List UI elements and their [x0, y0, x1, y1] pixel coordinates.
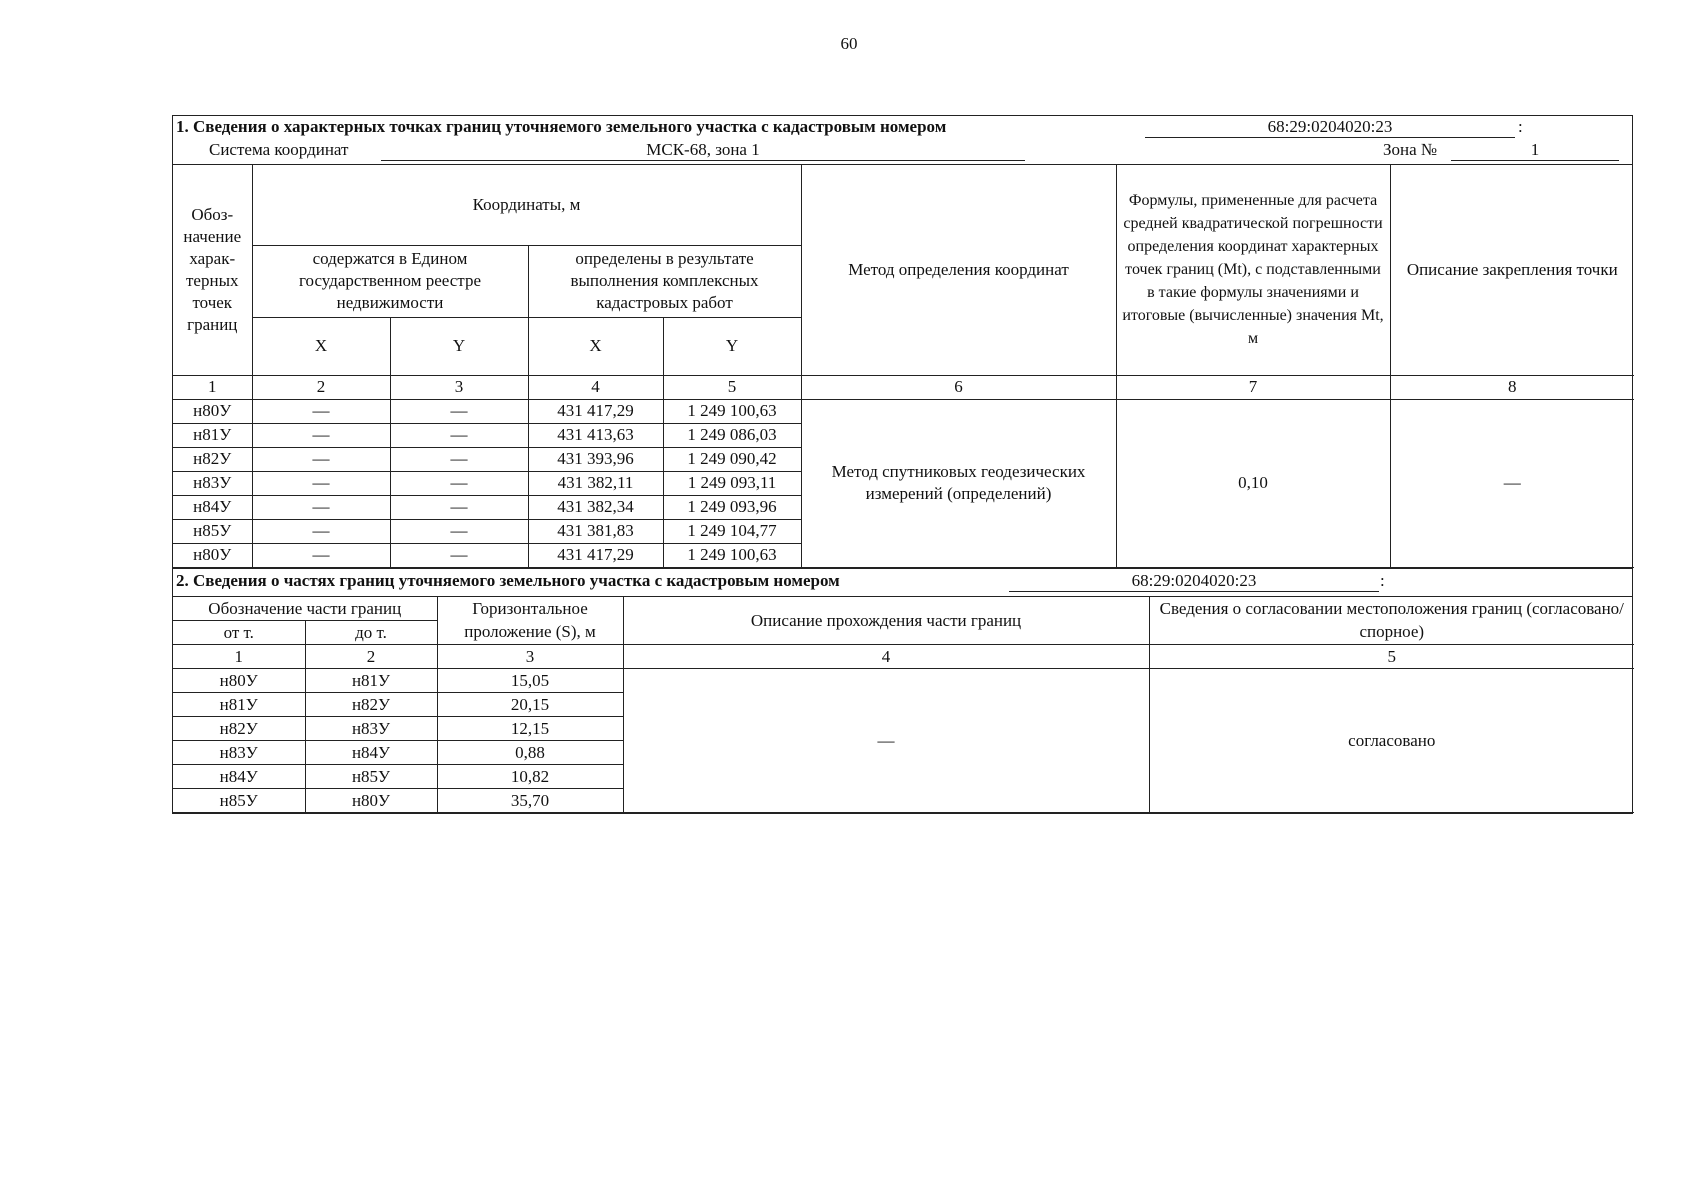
- column-number: 5: [663, 375, 801, 399]
- section1-cadastral-number: 68:29:0204020:23: [1145, 117, 1515, 138]
- registry-y: —: [390, 423, 528, 447]
- section2-title: 2. Сведения о частях границ уточняемого земельного участка с кадастровым номером: [176, 570, 840, 590]
- registry-y: —: [390, 519, 528, 543]
- column-number: 2: [252, 375, 390, 399]
- header-part-designation: Обозначение части границ: [173, 597, 437, 621]
- section1-colon: :: [1518, 117, 1523, 136]
- method-value: Метод спутниковых геодезических измерений (определений): [801, 399, 1116, 567]
- coord-x: 431 417,29: [528, 399, 663, 423]
- coord-y: 1 249 093,96: [663, 495, 801, 519]
- column-number: 4: [528, 375, 663, 399]
- header-to: до т.: [305, 620, 437, 644]
- registry-x: —: [252, 495, 390, 519]
- horizontal-distance: 10,82: [437, 764, 623, 788]
- header-description: Описание прохождения части границ: [623, 597, 1149, 645]
- coord-y: 1 249 100,63: [663, 399, 801, 423]
- horizontal-distance: 35,70: [437, 788, 623, 812]
- points-table: [173, 165, 1634, 568]
- column-numbers-row: [173, 644, 1634, 668]
- registry-y: —: [390, 543, 528, 567]
- section1-header: [173, 116, 1632, 165]
- horizontal-distance: 15,05: [437, 668, 623, 692]
- coord-y: 1 249 104,77: [663, 519, 801, 543]
- registry-y: —: [390, 471, 528, 495]
- coord-y: 1 249 090,42: [663, 447, 801, 471]
- column-number: 3: [437, 644, 623, 668]
- registry-x: —: [252, 519, 390, 543]
- header-designation: Обоз-начение харак-терных точек границ: [173, 165, 252, 375]
- header-fixing: Описание закрепления точки: [1390, 165, 1634, 375]
- point-designation: н82У: [173, 447, 252, 471]
- part-from: н84У: [173, 764, 305, 788]
- part-from: н82У: [173, 716, 305, 740]
- header-coordinates: Координаты, м: [252, 165, 801, 245]
- header-determined: определены в результате выполнения комплексных кадастровых работ: [528, 245, 801, 317]
- part-from: н81У: [173, 692, 305, 716]
- coord-x: 431 393,96: [528, 447, 663, 471]
- coord-system-label: Система координат: [209, 140, 349, 159]
- point-designation: н84У: [173, 495, 252, 519]
- part-to: н85У: [305, 764, 437, 788]
- column-number: 6: [801, 375, 1116, 399]
- point-designation: н83У: [173, 471, 252, 495]
- zone-label: Зона №: [1383, 140, 1438, 159]
- header-from: от т.: [173, 620, 305, 644]
- part-to: н82У: [305, 692, 437, 716]
- coord-system-value: МСК-68, зона 1: [381, 140, 1025, 161]
- coord-x: 431 413,63: [528, 423, 663, 447]
- column-number: 5: [1149, 644, 1634, 668]
- description-value: —: [623, 668, 1149, 812]
- registry-y: —: [390, 447, 528, 471]
- table-row: [173, 399, 1634, 423]
- fixing-value: —: [1390, 399, 1634, 567]
- part-to: н80У: [305, 788, 437, 812]
- coord-y: 1 249 086,03: [663, 423, 801, 447]
- part-from: н83У: [173, 740, 305, 764]
- horizontal-distance: 20,15: [437, 692, 623, 716]
- zone-value: 1: [1451, 140, 1619, 161]
- agreement-value: согласовано: [1149, 668, 1634, 812]
- header-reg-x: X: [252, 317, 390, 375]
- header-det-x: X: [528, 317, 663, 375]
- part-to: н81У: [305, 668, 437, 692]
- header-in-registry: содержатся в Едином государственном реестре недвижимости: [252, 245, 528, 317]
- page-number: 60: [840, 34, 858, 53]
- cadastral-document: [172, 115, 1633, 814]
- column-numbers-row: [173, 375, 1634, 399]
- registry-x: —: [252, 399, 390, 423]
- point-designation: н80У: [173, 399, 252, 423]
- registry-x: —: [252, 471, 390, 495]
- section1-title: 1. Сведения о характерных точках границ уточняемого земельного участка с кадастровым номером: [176, 117, 947, 136]
- coord-y: 1 249 100,63: [663, 543, 801, 567]
- part-from: н80У: [173, 668, 305, 692]
- registry-x: —: [252, 543, 390, 567]
- column-number: 8: [1390, 375, 1634, 399]
- header-agreement: Сведения о согласовании местоположения границ (согласовано/спорное): [1149, 597, 1634, 645]
- section2-cadastral-number: 68:29:0204020:23: [1009, 571, 1379, 592]
- header-formulas: Формулы, примененные для расчета средней квадратической погрешности определения координат характерных точек границ (Mt), с подставленными в такие формулы значениями и итоговые (вычисленные) значения Mt, м: [1116, 165, 1390, 375]
- column-number: 1: [173, 644, 305, 668]
- horizontal-distance: 12,15: [437, 716, 623, 740]
- column-number: 2: [305, 644, 437, 668]
- header-horizontal: Горизонтальное проложение (S), м: [437, 597, 623, 645]
- coord-x: 431 382,34: [528, 495, 663, 519]
- part-to: н84У: [305, 740, 437, 764]
- point-designation: н80У: [173, 543, 252, 567]
- column-number: 4: [623, 644, 1149, 668]
- mt-value: 0,10: [1116, 399, 1390, 567]
- registry-y: —: [390, 495, 528, 519]
- part-to: н83У: [305, 716, 437, 740]
- section2-header: [173, 568, 1632, 597]
- header-reg-y: Y: [390, 317, 528, 375]
- registry-x: —: [252, 423, 390, 447]
- horizontal-distance: 0,88: [437, 740, 623, 764]
- coord-x: 431 381,83: [528, 519, 663, 543]
- column-number: 1: [173, 375, 252, 399]
- coord-y: 1 249 093,11: [663, 471, 801, 495]
- point-designation: н81У: [173, 423, 252, 447]
- coord-x: 431 417,29: [528, 543, 663, 567]
- coord-x: 431 382,11: [528, 471, 663, 495]
- header-det-y: Y: [663, 317, 801, 375]
- part-from: н85У: [173, 788, 305, 812]
- table-row: [173, 668, 1634, 692]
- column-number: 3: [390, 375, 528, 399]
- boundary-parts-table: [173, 597, 1634, 813]
- registry-y: —: [390, 399, 528, 423]
- registry-x: —: [252, 447, 390, 471]
- column-number: 7: [1116, 375, 1390, 399]
- point-designation: н85У: [173, 519, 252, 543]
- header-method: Метод определения координат: [801, 165, 1116, 375]
- section2-colon: :: [1380, 570, 1385, 590]
